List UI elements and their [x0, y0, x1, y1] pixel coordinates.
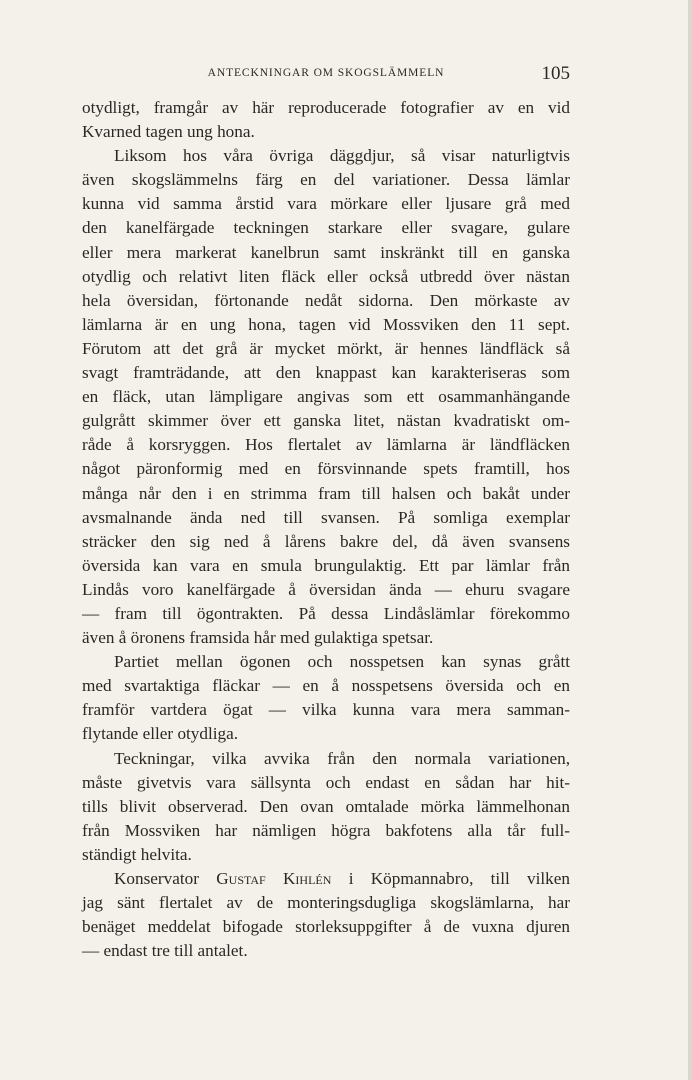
text-line: eller mera markerat kanelbrun samt inskränkt till en ganska — [82, 242, 570, 262]
text-line: med svartaktiga fläckar — en å nosspetsens översida och en — [82, 676, 570, 696]
paragraph-1 — [82, 96, 570, 144]
paragraph-5 — [82, 867, 570, 963]
paragraph-4 — [82, 747, 570, 867]
text-line: flytande eller otydliga. — [82, 724, 239, 744]
text-line: många når den i en strimma fram till halsen och bakåt under — [82, 483, 570, 503]
text-line — [82, 867, 570, 891]
text-line: — fram till ögontrakten. På dessa Lindåslämlar förekommo — [82, 603, 570, 623]
text-line: gulgrått skimmer över ett ganska litet, nästan kvadratiskt om- — [82, 411, 570, 431]
text-line: jag sänt flertalet av de monteringsdugliga skogslämlarna, har — [82, 893, 570, 913]
text-line: Lindås voro kanelfärgade å översidan ända — ehuru svagare — [82, 579, 570, 599]
text-line: översida kan vara en smula brungulaktig. Ett par lämlar från — [82, 555, 570, 575]
text-run: Konservator — [114, 869, 217, 888]
text-line: även å öronens framsida hår med gulaktiga spetsar. — [82, 628, 434, 648]
text-line: kunna vid samma årstid vara mörkare eller ljusare grå med — [82, 194, 570, 214]
page-number: 105 — [541, 63, 570, 84]
text-line: — endast tre till antalet. — [82, 941, 248, 961]
paragraph-2 — [82, 144, 570, 650]
text-line: sträcker den sig ned å lårens bakre del, då även svansens — [82, 531, 570, 551]
text-line: en fläck, utan lämpligare angivas som ett osammanhängande — [82, 387, 570, 407]
text-line: den kanelfärgade teckningen starkare eller svagare, gulare — [82, 218, 570, 238]
text-line: även skogslämmelns färg en del variationer. Dessa lämlar — [82, 170, 570, 190]
text-line: framför vartdera ögat — vilka kunna vara mera samman- — [82, 700, 570, 720]
text-run: i Köpmannabro, till vilken — [331, 869, 570, 888]
running-header — [82, 63, 570, 85]
paragraph-3 — [82, 650, 570, 746]
text-line: avsmalnande ända ned till svansen. På somliga exemplar — [82, 507, 570, 527]
text-line: otydligt, framgår av här reproducerade fotografier av en vid — [82, 98, 570, 117]
text-line: hela översidan, förtonande nedåt sidorna. Den mörkaste av — [82, 290, 570, 310]
person-name: Gustaf Kihlén — [216, 869, 332, 888]
text-line: lämlarna är en ung hona, tagen vid Mossviken den 11 sept. — [82, 314, 570, 334]
text-line: måste givetvis vara sällsynta och endast en sådan har hit- — [82, 772, 570, 792]
text-line: Kvarned tagen ung hona. — [82, 122, 255, 142]
body-text — [82, 96, 570, 963]
text-line: svagt framträdande, att den knappast kan karakteriseras som — [82, 363, 570, 383]
text-line: ständigt helvita. — [82, 844, 192, 864]
text-line: tills blivit observerad. Den ovan omtalade mörka lämmelhonan — [82, 796, 570, 816]
text-line: benäget meddelat bifogade storleksuppgifter å de vuxna djuren — [82, 917, 570, 937]
text-line: otydlig och relativt liten fläck eller också utbredd över nästan — [82, 266, 570, 286]
text-line: Förutom att det grå är mycket mörkt, är hennes ländfläck så — [82, 338, 570, 358]
text-line: från Mossviken har nämligen högra bakfotens alla tår full- — [82, 820, 570, 840]
page-edge — [688, 0, 692, 1080]
running-title: ANTECKNINGAR OM SKOGSLÄMMELN — [207, 67, 445, 79]
text-line: Partiet mellan ögonen och nosspetsen kan synas grått — [114, 652, 570, 672]
text-line: något päronformig med en försvinnande spets framtill, hos — [82, 459, 570, 479]
text-line: råde å korsryggen. Hos flertalet av lämlarna är ländfläcken — [82, 435, 570, 455]
text-line: Liksom hos våra övriga däggdjur, så visar naturligtvis — [114, 146, 570, 166]
text-line: Teckningar, vilka avvika från den normala variationen, — [114, 748, 570, 768]
